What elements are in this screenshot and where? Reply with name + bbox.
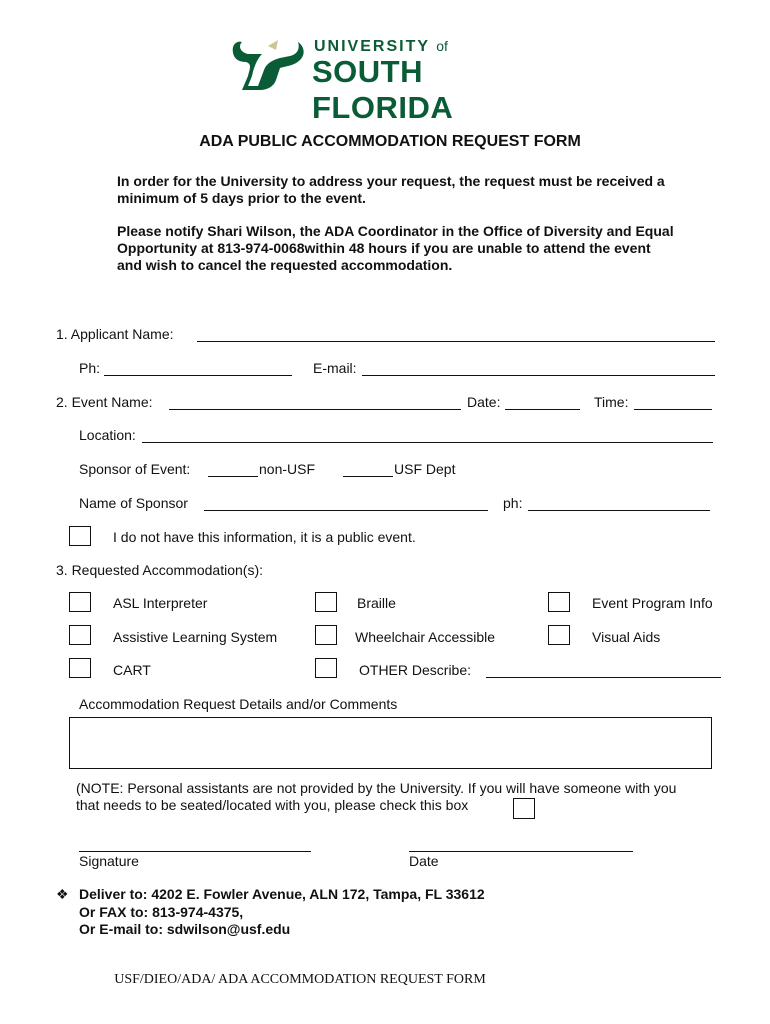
details-label: Accommodation Request Details and/or Comments bbox=[79, 696, 398, 712]
cart-label: CART bbox=[113, 662, 151, 678]
no-info-label: I do not have this information, it is a public event. bbox=[113, 529, 416, 545]
assistive-learning-checkbox[interactable] bbox=[69, 625, 91, 645]
other-describe-input[interactable] bbox=[486, 663, 721, 683]
wheelchair-accessible-label: Wheelchair Accessible bbox=[355, 629, 496, 645]
deliver-address: Deliver to: 4202 E. Fowler Avenue, ALN 172, Tampa, FL 33612 bbox=[79, 886, 485, 902]
logo-university-text: UNIVERSITY of bbox=[314, 38, 448, 55]
location-input[interactable] bbox=[142, 428, 713, 448]
email-address: Or E-mail to: sdwilson@usf.edu bbox=[79, 921, 291, 937]
event-program-info-checkbox[interactable] bbox=[548, 592, 570, 612]
signature-label: Signature bbox=[79, 853, 139, 869]
note-line-1: (NOTE: Personal assistants are not provided by the University. If you will have someone with you bbox=[76, 780, 677, 796]
event-program-info-label: Event Program Info bbox=[592, 595, 713, 611]
time-input[interactable] bbox=[634, 395, 712, 415]
signature-date-line[interactable] bbox=[409, 837, 633, 857]
visual-aids-checkbox[interactable] bbox=[548, 625, 570, 645]
usf-logo bbox=[228, 36, 558, 125]
intro-paragraph-2: Please notify Shari Wilson, the ADA Coordinator in the Office of Diversity and Equal Opportunity at 813-974-0068within 48 hours if you are unable to attend the event and wish to cancel the requested accommodation. bbox=[117, 223, 674, 273]
usf-dept-input[interactable] bbox=[343, 462, 393, 482]
logo-south-florida-text: SOUTH FLORIDA bbox=[312, 54, 454, 125]
cart-checkbox[interactable] bbox=[69, 658, 91, 678]
phone-input[interactable] bbox=[104, 361, 292, 381]
non-usf-label: non-USF bbox=[259, 461, 316, 477]
applicant-name-input[interactable] bbox=[197, 327, 715, 347]
form-title: ADA PUBLIC ACCOMMODATION REQUEST FORM bbox=[199, 133, 581, 150]
no-info-checkbox[interactable] bbox=[69, 526, 91, 546]
wheelchair-accessible-checkbox[interactable] bbox=[315, 625, 337, 645]
time-label: Time: bbox=[594, 394, 629, 410]
intro-paragraph-1: In order for the University to address your request, the request must be received a minimum of 5 days prior to the event. bbox=[117, 173, 665, 206]
date-input[interactable] bbox=[505, 395, 580, 415]
usf-dept-label: USF Dept bbox=[394, 461, 456, 477]
note-line-2: that needs to be seated/located with you, please check this box bbox=[76, 797, 469, 813]
bull-logo-icon bbox=[228, 36, 308, 94]
location-label: Location: bbox=[79, 427, 136, 443]
date-label: Date: bbox=[467, 394, 501, 410]
diamond-bullet-icon: ❖ bbox=[56, 886, 69, 902]
non-usf-input[interactable] bbox=[208, 462, 258, 482]
phone-label: Ph: bbox=[79, 360, 101, 376]
applicant-name-label: 1. Applicant Name: bbox=[56, 326, 174, 342]
personal-assistant-checkbox[interactable] bbox=[513, 798, 535, 819]
details-textarea[interactable] bbox=[69, 717, 712, 769]
email-label: E-mail: bbox=[313, 360, 357, 376]
fax-number: Or FAX to: 813-974-4375, bbox=[79, 904, 244, 920]
sponsor-of-event-label: Sponsor of Event: bbox=[79, 461, 191, 477]
braille-checkbox[interactable] bbox=[315, 592, 337, 612]
footer-text: USF/DIEO/ADA/ ADA ACCOMMODATION REQUEST FORM bbox=[114, 972, 486, 987]
braille-label: Braille bbox=[357, 595, 396, 611]
other-checkbox[interactable] bbox=[315, 658, 337, 678]
asl-interpreter-checkbox[interactable] bbox=[69, 592, 91, 612]
sponsor-phone-label: ph: bbox=[503, 495, 523, 511]
event-name-label: 2. Event Name: bbox=[56, 394, 153, 410]
other-describe-label: OTHER Describe: bbox=[359, 662, 472, 678]
email-input[interactable] bbox=[362, 361, 715, 381]
assistive-learning-label: Assistive Learning System bbox=[113, 629, 278, 645]
sponsor-phone-input[interactable] bbox=[528, 496, 710, 516]
name-of-sponsor-label: Name of Sponsor bbox=[79, 495, 188, 511]
visual-aids-label: Visual Aids bbox=[592, 629, 661, 645]
event-name-input[interactable] bbox=[169, 395, 461, 415]
sponsor-name-input[interactable] bbox=[204, 496, 488, 516]
signature-date-label: Date bbox=[409, 853, 439, 869]
requested-accommodations-label: 3. Requested Accommodation(s): bbox=[56, 562, 263, 578]
asl-interpreter-label: ASL Interpreter bbox=[113, 595, 208, 611]
